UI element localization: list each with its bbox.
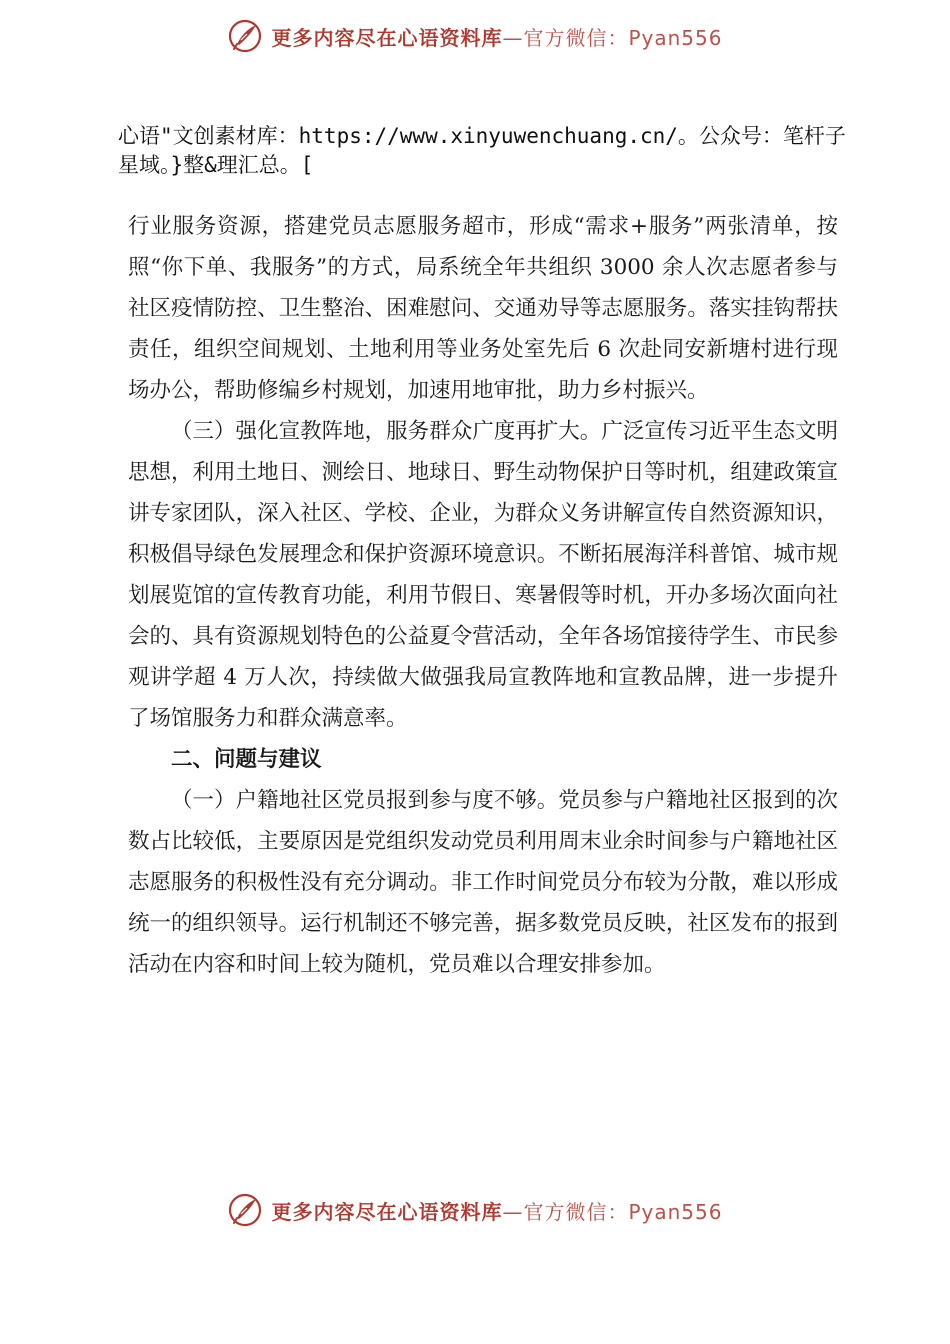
top-banner xyxy=(0,14,950,58)
banner-contact: 官方微信：Pyan556 xyxy=(523,1199,723,1224)
banner-text xyxy=(271,22,722,51)
banner-contact: 官方微信：Pyan556 xyxy=(523,25,723,50)
banner-separator: — xyxy=(502,1199,524,1224)
document-body xyxy=(128,206,838,985)
body-paragraph: （一）户籍地社区党员报到参与度不够。党员参与户籍地社区报到的次数占比较低，主要原因是党组织发动党员利用周末业余时间参与户籍地社区志愿服务的积极性没有充分调动。非工作时间党员分布较为分散，难以形成统一的组织领导。运行机制还不够完善，据多数党员反映，社区发布的报到活动在内容和时间上较为随机，党员难以合理安排参加。 xyxy=(128,788,838,977)
banner-brand: 更多内容尽在心语资料库 xyxy=(271,25,503,50)
quill-pen-logo-icon xyxy=(227,1192,263,1228)
banner-separator: — xyxy=(502,25,524,50)
body-paragraph: 行业服务资源，搭建党员志愿服务超市，形成“需求+服务”两张清单，按照“你下单、我服务”的方式，局系统全年共组织 3000 余人次志愿者参与社区疫情防控、卫生整治、困难慰问、交通劝导等志愿服务。落实挂钩帮扶责任，组织空间规划、土地利用等业务处室先后 6 次赴同安新塘村进行现场办公，帮助修编乡村规划，加速用地审批，助力乡村振兴。 xyxy=(128,214,838,403)
quill-pen-logo-icon xyxy=(227,18,263,54)
banner-text xyxy=(271,1196,722,1225)
body-paragraph: （三）强化宣教阵地，服务群众广度再扩大。广泛宣传习近平生态文明思想，利用土地日、测绘日、地球日、野生动物保护日等时机，组建政策宣讲专家团队，深入社区、学校、企业，为群众义务讲解宣传自然资源知识，积极倡导绿色发展理念和保护资源环境意识。不断拓展海洋科普馆、城市规划展览馆的宣传教育功能，利用节假日、寒暑假等时机，开办多场次面向社会的、具有资源规划特色的公益夏令营活动，全年各场馆接待学生、市民参观讲学超 4 万人次，持续做大做强我局宣教阵地和宣教品牌，进一步提升了场馆服务力和群众满意率。 xyxy=(128,419,838,731)
bottom-banner xyxy=(0,1188,950,1232)
source-line: 心语"文创素材库：https://www.xinyuwenchuang.cn/。公众号：笔杆子星域。}整&理汇总。[ xyxy=(118,124,846,177)
banner-brand: 更多内容尽在心语资料库 xyxy=(271,1199,503,1224)
section-heading: 二、问题与建议 xyxy=(171,747,322,772)
